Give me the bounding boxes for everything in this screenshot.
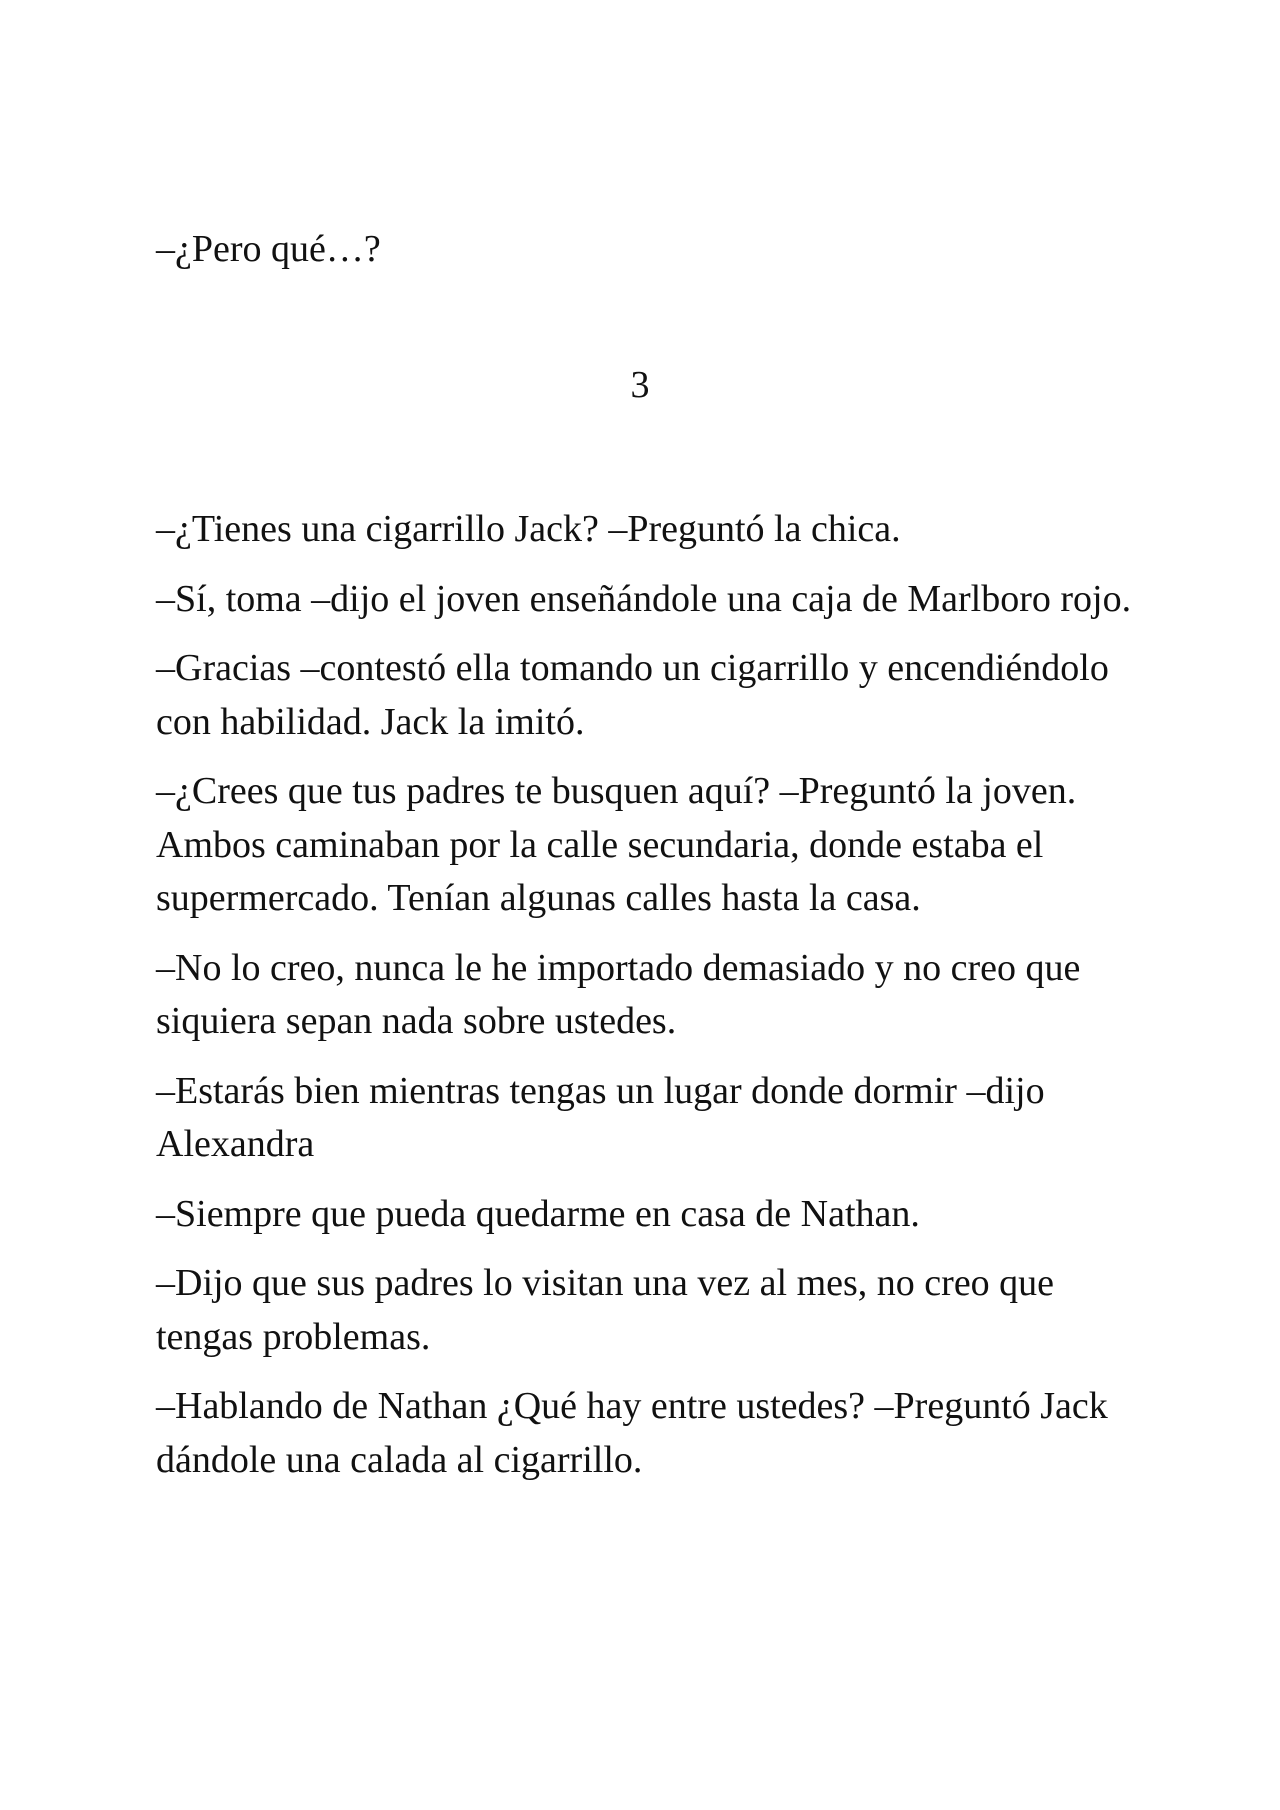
- paragraph: –Gracias –contestó ella tomando un cigarrillo y encendiéndolo con habilidad. Jack la imitó.: [156, 647, 1109, 743]
- paragraph: –¿Tienes una cigarrillo Jack? –Preguntó la chica.: [156, 508, 901, 550]
- paragraph: –Siempre que pueda quedarme en casa de Nathan.: [156, 1192, 920, 1235]
- chapter-body: [156, 503, 1146, 1503]
- paragraph: –No lo creo, nunca le he importado demasiado y no creo que siquiera sepan nada sobre ustedes.: [156, 946, 1081, 1042]
- paragraph: –Estarás bien mientras tengas un lugar donde dormir –dijo Alexandra: [156, 1069, 1045, 1165]
- paragraph: –Sí, toma –dijo el joven enseñándole una caja de Marlboro rojo.: [156, 577, 1132, 620]
- opening-line: –¿Pero qué…?: [156, 228, 381, 270]
- paragraph: –¿Crees que tus padres te busquen aquí? –Preguntó la joven. Ambos caminaban por la calle secundaria, donde estaba el supermercado. Tenían algunas calles hasta la casa.: [156, 770, 1077, 919]
- chapter-number: 3: [630, 364, 650, 406]
- paragraph: –Dijo que sus padres lo visitan una vez al mes, no creo que tengas problemas.: [156, 1262, 1055, 1358]
- paragraph: –Hablando de Nathan ¿Qué hay entre ustedes? –Preguntó Jack dándole una calada al cigarrillo.: [156, 1385, 1108, 1481]
